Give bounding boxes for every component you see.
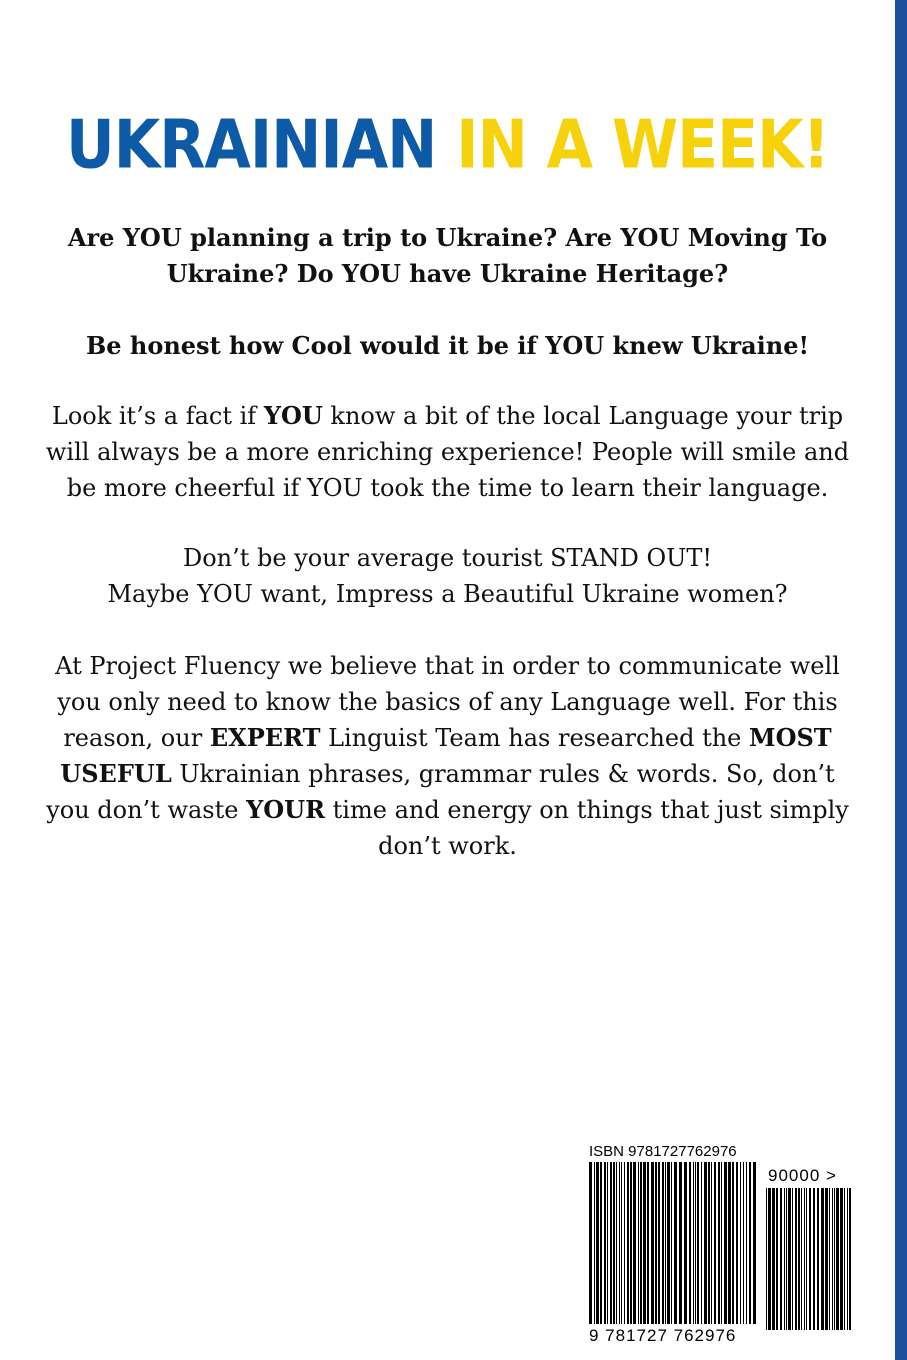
barcode-bar bbox=[784, 1188, 785, 1330]
pf-text-your: YOUR bbox=[246, 795, 326, 824]
fact-text-c: know a bit of the local Language your trip will always be a more enriching experience! People will smile and be more cheerful if YOU took the time to learn their language. bbox=[45, 402, 850, 502]
isbn-digits: 9 781727 762976 bbox=[589, 1326, 737, 1345]
barcode-bar bbox=[836, 1188, 839, 1330]
barcode-bar bbox=[788, 1188, 791, 1330]
barcode-bar bbox=[701, 1162, 702, 1324]
barcode-bar bbox=[624, 1162, 625, 1324]
barcode-bar bbox=[613, 1162, 615, 1324]
barcode-bar bbox=[658, 1162, 660, 1324]
barcode-bar bbox=[746, 1162, 747, 1324]
barcode-bar bbox=[832, 1188, 833, 1330]
barcode-bar bbox=[809, 1188, 811, 1330]
barcode-bar bbox=[665, 1162, 666, 1324]
barcode-bar bbox=[798, 1188, 800, 1330]
barcode-bar bbox=[768, 1188, 771, 1330]
barcode-bar bbox=[804, 1188, 805, 1330]
project-fluency-paragraph bbox=[40, 648, 855, 864]
barcode-bar bbox=[679, 1162, 682, 1324]
barcode-bar bbox=[667, 1162, 670, 1324]
pf-text-expert: EXPERT bbox=[209, 723, 321, 752]
barcode-bar bbox=[736, 1162, 738, 1324]
isbn-barcode bbox=[589, 1162, 757, 1324]
spine-edge bbox=[895, 0, 907, 1360]
barcode-bar bbox=[647, 1162, 649, 1324]
barcode-bar bbox=[813, 1188, 815, 1330]
stand-out-paragraph bbox=[40, 540, 855, 612]
barcode-bar bbox=[718, 1162, 720, 1324]
barcode-bar bbox=[610, 1162, 612, 1324]
barcode-bar bbox=[786, 1188, 787, 1330]
barcode-bar bbox=[697, 1162, 699, 1324]
stand-out-line: Don’t be your average tourist STAND OUT! bbox=[182, 544, 713, 572]
barcode-bar bbox=[600, 1162, 602, 1324]
barcode-bar bbox=[638, 1162, 639, 1324]
book-title bbox=[0, 99, 895, 191]
barcode-bar bbox=[627, 1162, 629, 1324]
barcode-bar bbox=[655, 1162, 657, 1324]
barcode-bar bbox=[721, 1162, 722, 1324]
price-barcode bbox=[766, 1188, 852, 1330]
barcode-bar bbox=[817, 1188, 819, 1330]
barcode-bar bbox=[780, 1188, 782, 1330]
barcode-bar bbox=[695, 1162, 696, 1324]
barcode-bar bbox=[728, 1162, 731, 1324]
barcode-bar bbox=[640, 1162, 642, 1324]
barcode-bar bbox=[704, 1162, 707, 1324]
barcode-bar bbox=[724, 1162, 727, 1324]
barcode-bar bbox=[621, 1162, 622, 1324]
barcode-bar bbox=[674, 1162, 677, 1324]
barcode-bar bbox=[772, 1188, 775, 1330]
barcode-bar bbox=[630, 1162, 632, 1324]
pf-text-g: time and energy on things that just simply don’t work. bbox=[325, 796, 849, 860]
barcode-bar bbox=[589, 1162, 592, 1324]
title-ukrainian: UKRAINIAN bbox=[65, 105, 437, 185]
barcode-bar bbox=[616, 1162, 617, 1324]
barcode-bar bbox=[776, 1188, 778, 1330]
pf-text-e: Ukrainian phrases, grammar rules & words. So, don’t you don’t waste bbox=[46, 760, 835, 824]
barcode-bar bbox=[643, 1162, 646, 1324]
barcode-bar bbox=[753, 1162, 756, 1324]
barcode-bar bbox=[693, 1162, 694, 1324]
barcode-bar bbox=[847, 1188, 848, 1330]
barcode-bar bbox=[795, 1188, 797, 1330]
cool-statement: Be honest how Cool would it be if YOU knew Ukraine! bbox=[85, 331, 810, 360]
intro-questions: Are YOU planning a trip to Ukraine? Are YOU Moving To Ukraine? Do YOU have Ukraine Heritage? bbox=[67, 223, 828, 288]
barcode-bar bbox=[801, 1188, 802, 1330]
barcode-bar bbox=[596, 1162, 599, 1324]
isbn-label: ISBN 9781727762976 bbox=[589, 1143, 737, 1160]
barcode-bar bbox=[792, 1188, 793, 1330]
pf-text-most-useful: MOST USEFUL bbox=[60, 723, 832, 788]
price-code: 90000 > bbox=[768, 1166, 837, 1185]
barcode-bar bbox=[619, 1162, 620, 1324]
barcode-bar bbox=[740, 1162, 741, 1324]
barcode-bar bbox=[840, 1188, 843, 1330]
fact-text-a: Look it’s a fact if bbox=[51, 402, 264, 430]
barcode-bar bbox=[806, 1188, 807, 1330]
barcode-bar bbox=[821, 1188, 824, 1330]
title-in-a-week: IN A WEEK! bbox=[456, 105, 830, 185]
barcode-bar bbox=[743, 1162, 744, 1324]
barcode-bar bbox=[604, 1162, 606, 1324]
barcode-bar bbox=[849, 1188, 851, 1330]
barcode-bar bbox=[711, 1162, 712, 1324]
fact-text-you: YOU bbox=[263, 401, 323, 430]
barcode-bar bbox=[684, 1162, 687, 1324]
pf-text-a: At Project Fluency we believe that in order to communicate well you only need to know the basics of any Language well. For this reason, our bbox=[55, 652, 840, 752]
barcode-bar bbox=[749, 1162, 751, 1324]
barcode-bar bbox=[671, 1162, 672, 1324]
barcode-bar bbox=[714, 1162, 716, 1324]
barcode-bar bbox=[708, 1162, 710, 1324]
barcode-bar bbox=[732, 1162, 734, 1324]
barcode-bar bbox=[633, 1162, 636, 1324]
barcode-bar bbox=[594, 1162, 595, 1324]
barcode-bar bbox=[766, 1188, 767, 1330]
barcode-bar bbox=[662, 1162, 664, 1324]
barcode-bar bbox=[651, 1162, 654, 1324]
impress-line: Maybe YOU want, Impress a Beautiful Ukraine women? bbox=[107, 580, 788, 608]
fact-paragraph bbox=[40, 398, 855, 506]
pf-text-c: Linguist Team has researched the bbox=[320, 724, 749, 752]
barcode-bar bbox=[607, 1162, 608, 1324]
barcode-bar bbox=[844, 1188, 845, 1330]
barcode-bar bbox=[689, 1162, 691, 1324]
barcode-bar bbox=[829, 1188, 830, 1330]
barcode-bar bbox=[825, 1188, 828, 1330]
barcode-bar bbox=[834, 1188, 835, 1330]
